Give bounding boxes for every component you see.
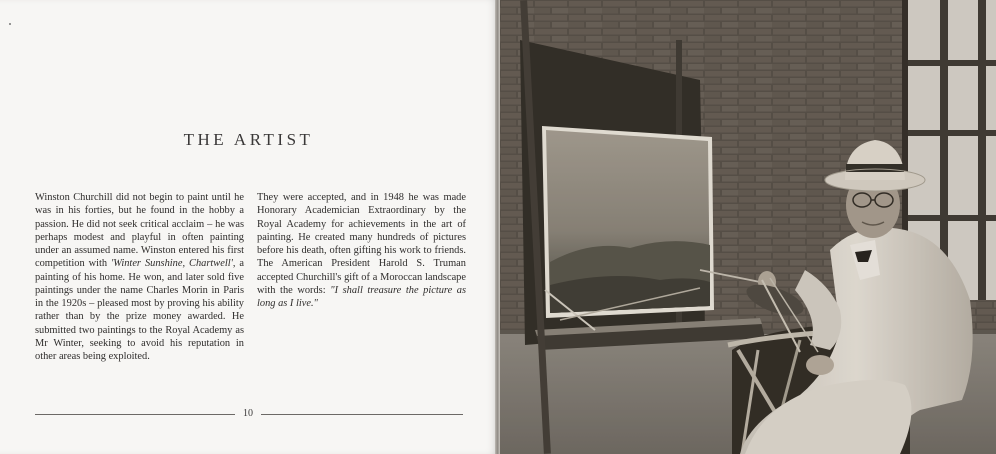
right-page	[500, 0, 996, 454]
text-column-2	[257, 191, 466, 310]
paragraph-1-part-b: , a painting of his home. He won, and later sold five paintings under the name Charles Morin in Paris in the 1920s – pleased most by proving his ability rather than by the prize money awarded. He submitted two paintings to the Royal Academy as Mr Winter, seeking to avoid his reputation in other areas being exploited.	[35, 258, 245, 362]
painting-title: 'Winter Sunshine, Chartwell'	[111, 258, 233, 270]
left-page	[0, 0, 497, 454]
text-column-1	[35, 191, 244, 363]
page-title: THE ARTIST	[183, 130, 314, 149]
churchill-painting-photo	[500, 0, 996, 454]
truman-quote: "I shall treasure the picture as long as I live."	[257, 284, 466, 309]
page-number: 10	[243, 408, 253, 419]
paragraph-2-text: They were accepted, and in 1948 he was made Honorary Academician Extraordinary by the Royal Academy for achievements in the art of painting. He created many hundreds of pictures before his death, often gifting his work to friends. The American President Harold S. Truman accepted Churchill's gift of a Moroccan landscape with the words:	[257, 192, 466, 296]
print-mark	[9, 23, 11, 25]
paragraph-1-part-a: Winston Churchill did not begin to paint until he was in his forties, but he found in the hobby a passion. He did not seek critical acclaim – he was perhaps modest and playful in often painting under an assumed name. Winston entered his first competition with	[35, 192, 244, 270]
paragraph-2	[257, 191, 466, 310]
footer-rule-right	[261, 414, 463, 415]
paragraph-1	[35, 191, 244, 363]
footer-rule-left	[35, 414, 235, 415]
